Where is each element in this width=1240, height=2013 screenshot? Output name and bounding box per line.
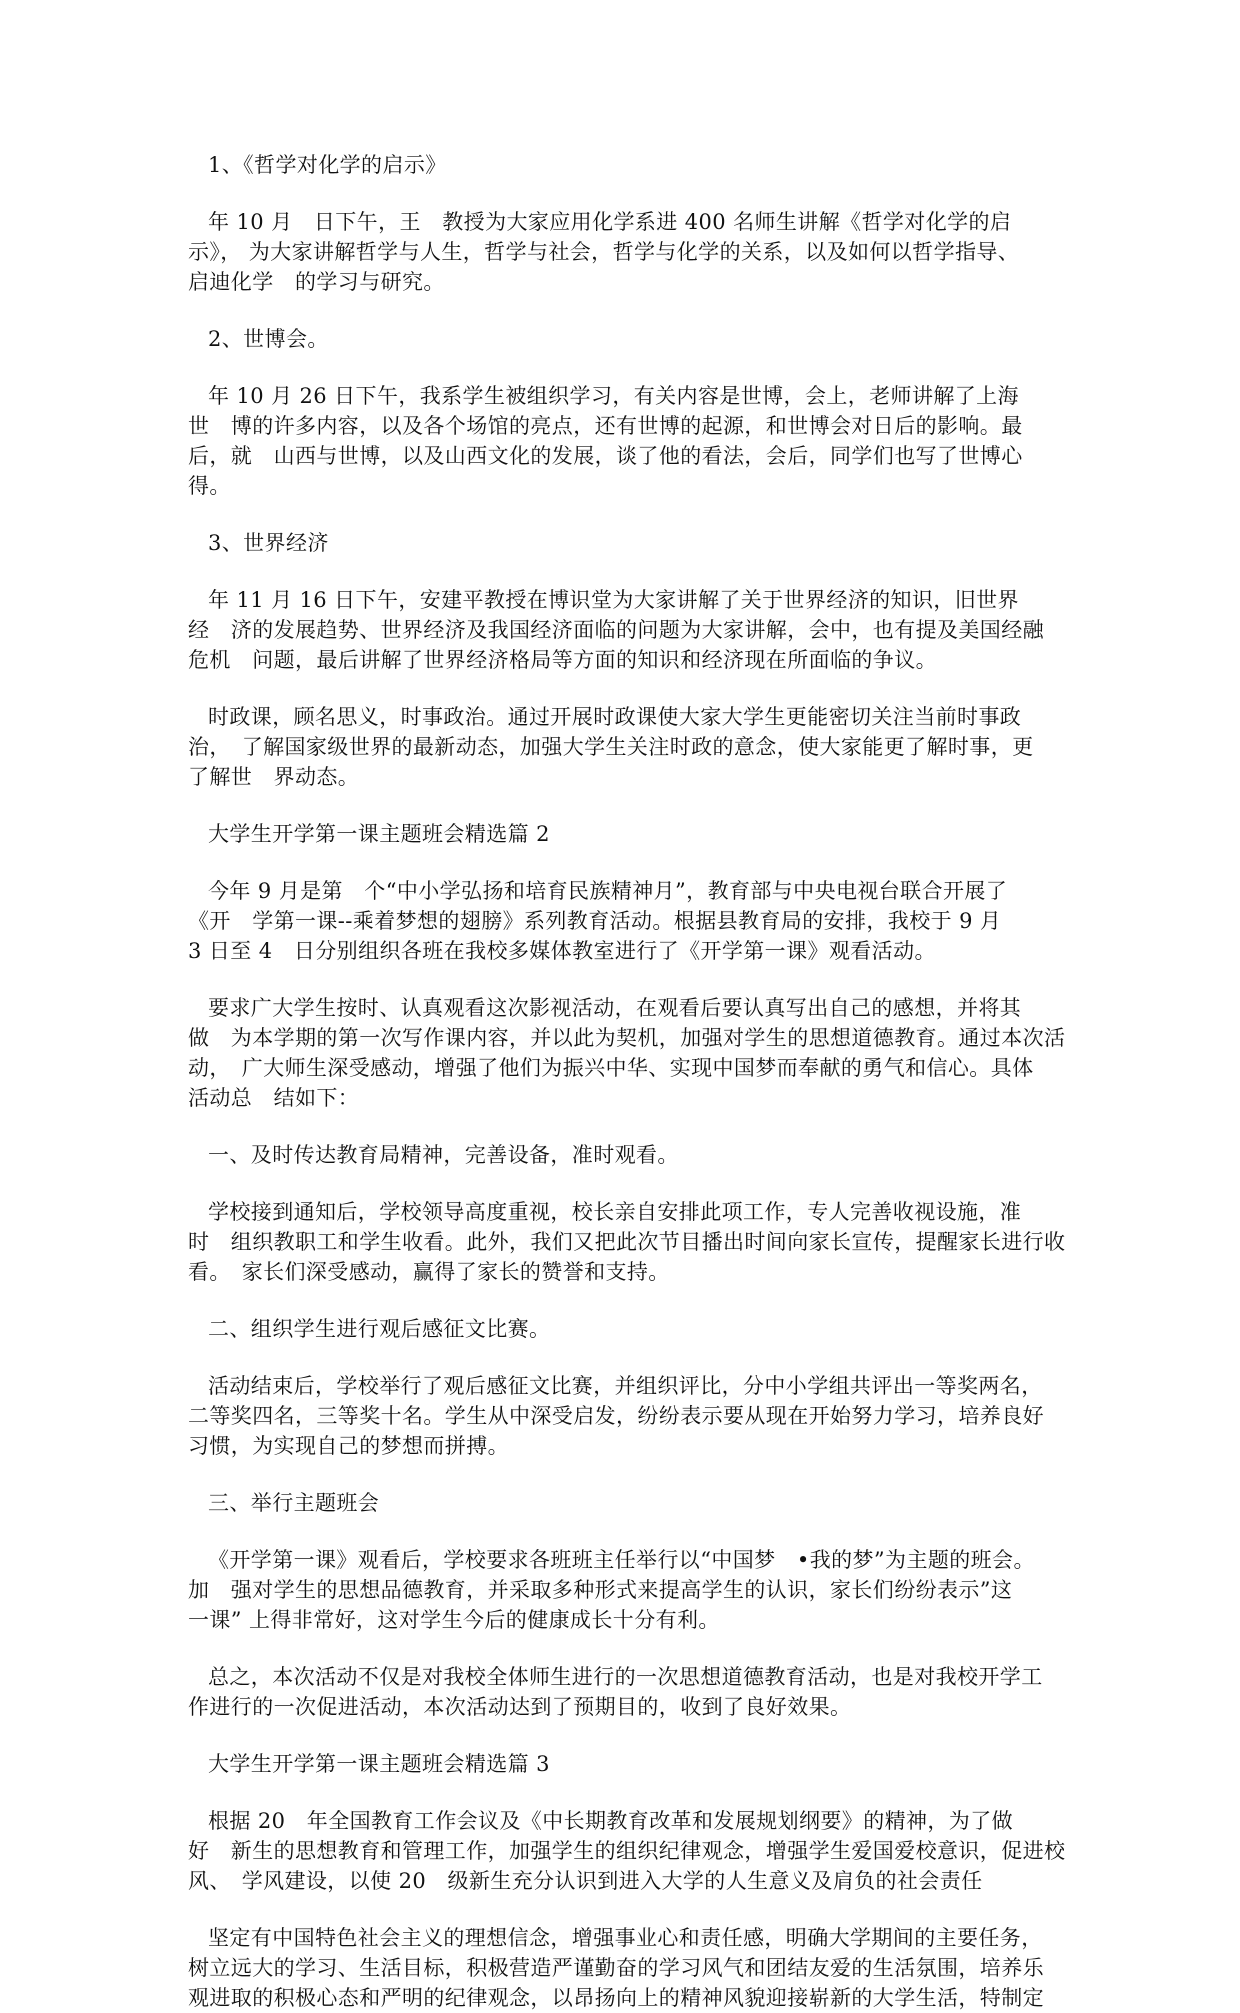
paragraph-line: 治， 了解国家级世界的最新动态，加强大学生关注时政的意念，使大家能更了解时事，更	[188, 735, 1034, 759]
paragraph-line: 后，就 山西与世博，以及山西文化的发展，谈了他的看法，会后，同学们也写了世博心	[188, 444, 1023, 468]
section-heading	[188, 528, 1064, 558]
paragraph	[188, 1923, 1064, 2013]
section-heading	[188, 150, 1064, 180]
paragraph-line: 《开 学第一课--乘着梦想的翅膀》系列教育活动。根据县教育局的安排，我校于 9 月	[188, 909, 1002, 933]
paragraph	[188, 1806, 1064, 1896]
paragraph-line: 树立远大的学习、生活目标，积极营造严谨勤奋的学习风气和团结友爱的生活氛围，培养乐	[188, 1956, 1044, 1980]
paragraph-line: 了解世 界动态。	[188, 765, 360, 789]
section-heading	[188, 819, 1064, 849]
paragraph-line: 二等奖四名，三等奖十名。学生从中深受启发，纷纷表示要从现在开始努力学习，培养良好	[188, 1404, 1044, 1428]
paragraph-line: 总之，本次活动不仅是对我校全体师生进行的一次思想道德教育活动，也是对我校开学工	[208, 1665, 1043, 1689]
paragraph-line: 危机 问题，最后讲解了世界经济格局等方面的知识和经济现在所面临的争议。	[188, 648, 937, 672]
paragraph-line: 年 10 月 26 日下午，我系学生被组织学习，有关内容是世博，会上，老师讲解了上海	[208, 384, 1019, 408]
paragraph	[188, 1371, 1064, 1461]
paragraph	[188, 1197, 1064, 1287]
section-heading	[188, 1314, 1064, 1344]
paragraph	[188, 702, 1064, 792]
paragraph-line: 加 强对学生的思想品德教育，并采取多种形式来提高学生的认识，家长们纷纷表示”这	[188, 1578, 1013, 1602]
paragraph-line: 坚定有中国特色社会主义的理想信念，增强事业心和责任感，明确大学期间的主要任务，	[208, 1926, 1043, 1950]
paragraph-line: 要求广大学生按时、认真观看这次影视活动，在观看后要认真写出自己的感想，并将其	[208, 996, 1022, 1020]
paragraph-line: 风、 学风建设，以使 20 级新生充分认识到进入大学的人生意义及肩负的社会责任	[188, 1869, 983, 1893]
paragraph-spacing	[188, 792, 1064, 819]
paragraph-spacing	[188, 354, 1064, 381]
section-heading	[188, 1140, 1064, 1170]
paragraph	[188, 207, 1064, 297]
paragraph-line: 习惯，为实现自己的梦想而拼搏。	[188, 1434, 509, 1458]
paragraph-line: 活动总 结如下：	[188, 1086, 360, 1110]
paragraph	[188, 1545, 1064, 1635]
paragraph	[188, 993, 1064, 1113]
paragraph-line: 观进取的积极心态和严明的纪律观念，以昂扬向上的精神风貌迎接崭新的大学生活，特制定	[188, 1986, 1044, 2010]
paragraph-line: 世 博的许多内容，以及各个场馆的亮点，还有世博的起源，和世博会对日后的影响。最	[188, 414, 1023, 438]
paragraph	[188, 585, 1064, 675]
paragraph-spacing	[188, 1113, 1064, 1140]
paragraph-spacing	[188, 180, 1064, 207]
paragraph-line: 看。 家长们深受感动，赢得了家长的赞誉和支持。	[188, 1260, 670, 1284]
paragraph-line: 做 为本学期的第一次写作课内容，并以此为契机，加强对学生的思想道德教育。通过本次活	[188, 1026, 1066, 1050]
paragraph-line: 时政课，顾名思义，时事政治。通过开展时政课使大家大学生更能密切关注当前时事政	[208, 705, 1022, 729]
heading-text: 1、《哲学对化学的启示》	[208, 153, 447, 177]
paragraph-line: 时 组织教职工和学生收看。此外，我们又把此次节目播出时间向家长宣传，提醒家长进行收	[188, 1230, 1066, 1254]
paragraph-line: 学校接到通知后，学校领导高度重视，校长亲自安排此项工作，专人完善收视设施，准	[208, 1200, 1022, 1224]
paragraph-spacing	[188, 1170, 1064, 1197]
heading-text: 2、世博会。	[208, 327, 329, 351]
paragraph-spacing	[188, 1461, 1064, 1488]
paragraph-line: 作进行的一次促进活动，本次活动达到了预期目的，收到了良好效果。	[188, 1695, 852, 1719]
heading-text: 3、世界经济	[208, 531, 329, 555]
section-heading	[188, 324, 1064, 354]
paragraph	[188, 1662, 1064, 1722]
paragraph-line: 一课” 上得非常好，这对学生今后的健康成长十分有利。	[188, 1608, 720, 1632]
paragraph-spacing	[188, 297, 1064, 324]
section-heading	[188, 1488, 1064, 1518]
heading-text: 一、及时传达教育局精神，完善设备，准时观看。	[208, 1143, 679, 1167]
paragraph	[188, 381, 1064, 501]
paragraph-line: 年 10 月 日下午，王 教授为大家应用化学系进 400 名师生讲解《哲学对化学的启	[208, 210, 1012, 234]
paragraph-spacing	[188, 1287, 1064, 1314]
paragraph-line: 示》， 为大家讲解哲学与人生，哲学与社会，哲学与化学的关系，以及如何以哲学指导、	[188, 240, 1020, 264]
paragraph-spacing	[188, 1722, 1064, 1749]
paragraph-line: 今年 9 月是第 个“中小学弘扬和培育民族精神月”，教育部与中央电视台联合开展了	[208, 879, 1008, 903]
paragraph	[188, 876, 1064, 966]
paragraph-spacing	[188, 1896, 1064, 1923]
paragraph-spacing	[188, 966, 1064, 993]
document-body	[188, 150, 1064, 2013]
paragraph-line: 3 日至 4 日分别组织各班在我校多媒体教室进行了《开学第一课》观看活动。	[188, 939, 936, 963]
paragraph-line: 得。	[188, 474, 231, 498]
paragraph-spacing	[188, 1518, 1064, 1545]
paragraph-spacing	[188, 1344, 1064, 1371]
paragraph-spacing	[188, 1635, 1064, 1662]
paragraph-line: 《开学第一课》观看后，学校要求各班班主任举行以“中国梦 •我的梦”为主题的班会。	[208, 1548, 1035, 1572]
paragraph-line: 好 新生的思想教育和管理工作，加强学生的组织纪律观念，增强学生爱国爱校意识，促进校	[188, 1839, 1066, 1863]
paragraph-spacing	[188, 501, 1064, 528]
paragraph-spacing	[188, 675, 1064, 702]
paragraph-line: 动， 广大师生深受感动，增强了他们为振兴中华、实现中国梦而奉献的勇气和信心。具体	[188, 1056, 1034, 1080]
paragraph-line: 活动结束后，学校举行了观后感征文比赛，并组织评比，分中小学组共评出一等奖两名，	[208, 1374, 1043, 1398]
paragraph-line: 根据 20 年全国教育工作会议及《中长期教育改革和发展规划纲要》的精神，为了做	[208, 1809, 1013, 1833]
paragraph-spacing	[188, 558, 1064, 585]
paragraph-line: 经 济的发展趋势、世界经济及我国经济面临的问题为大家讲解，会中，也有提及美国经融	[188, 618, 1044, 642]
paragraph-line: 启迪化学 的学习与研究。	[188, 270, 445, 294]
paragraph-spacing	[188, 849, 1064, 876]
paragraph-spacing	[188, 1779, 1064, 1806]
heading-text: 三、举行主题班会	[208, 1491, 380, 1515]
heading-text: 二、组织学生进行观后感征文比赛。	[208, 1317, 551, 1341]
heading-text: 大学生开学第一课主题班会精选篇 2	[208, 822, 550, 846]
paragraph-line: 年 11 月 16 日下午，安建平教授在博识堂为大家讲解了关于世界经济的知识，旧世界	[208, 588, 1019, 612]
heading-text: 大学生开学第一课主题班会精选篇 3	[208, 1752, 550, 1776]
